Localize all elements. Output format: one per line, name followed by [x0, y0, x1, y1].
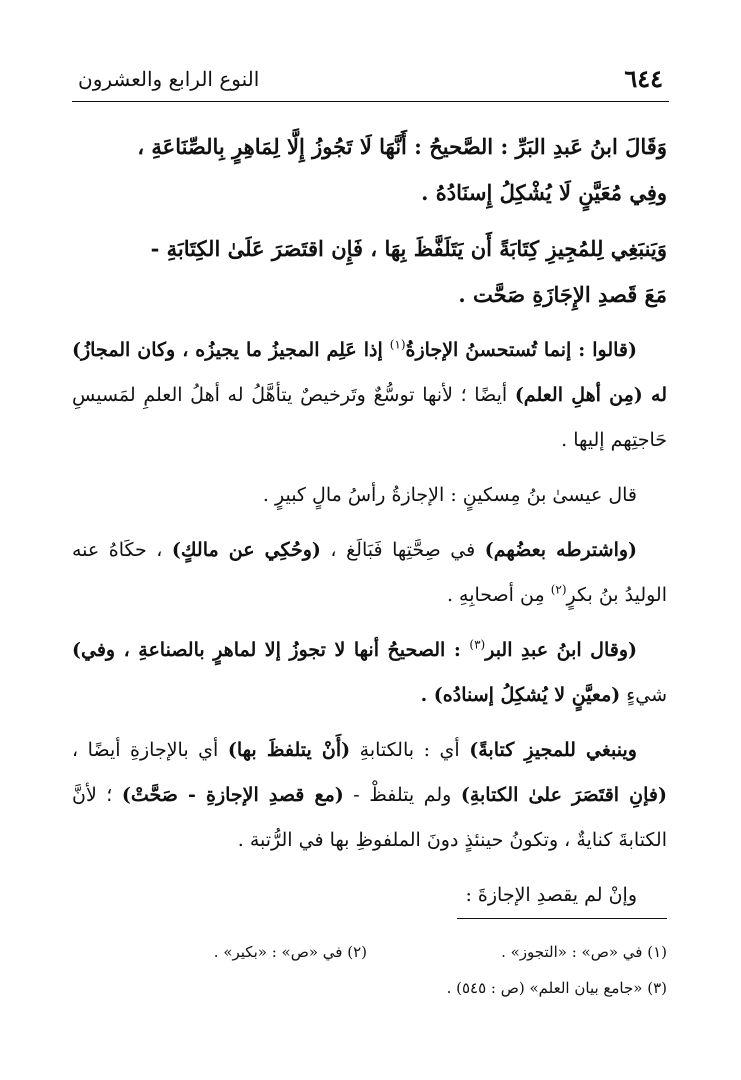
- commentary-text: أي : بالكتابةِ: [350, 739, 470, 761]
- commentary-text: أيضًا ؛ لأنها توسُّعٌ وتَرخيصٌ يتأهَّلُ له أهلُ العلمِ لمَسيسِ حَاجتِهم إليها .: [72, 384, 667, 451]
- page-number: ٦٤٤: [624, 64, 663, 93]
- commentary-text: في صِحَّتِها فَبَالَغ ،: [320, 539, 485, 561]
- footnote-2: (٢) في «ص» : «بكير» .: [213, 943, 367, 961]
- matn-line: وفِي مُعَيَّنٍ لَا يُشْكِلُ إِسنَادُهُ .: [421, 180, 667, 205]
- matn-line: وَيَنبَغِي لِلمُجِيزِ كِتَابَةً أَن يَتَلَفَّظَ بِهَا ، فَإِن اقتَصَرَ عَلَىٰ الكِتَابَةِ -: [150, 236, 667, 261]
- sharh-paragraph: [72, 728, 667, 863]
- quoted-text: (مع قصدِ الإجازةِ - صَحَّتْ): [121, 784, 344, 806]
- footnote-ref: (٢): [550, 582, 567, 597]
- quoted-text: (وقال ابنُ عبدِ البر: [485, 639, 638, 661]
- footnote-ref: (١): [389, 337, 406, 352]
- footnotes: [72, 934, 667, 1006]
- quoted-text: (قالوا : إنما تُستحسنُ الإجازةُ: [405, 339, 637, 361]
- quoted-text: : الصحيحُ أنها لا تجوزُ إلا لماهرٍ بالصناعةِ ، وفي): [72, 639, 470, 661]
- sharh-paragraph: [72, 628, 667, 718]
- commentary-text: مِن أصحابِهِ .: [446, 584, 551, 606]
- quoted-text: وينبغي للمجيزِ كتابةً): [469, 739, 637, 761]
- commentary-text: ؛ لأنَّ الكتابةَ كنايةٌ ، وتكونُ حينئذٍ دونَ الملفوظِ بها في الرُّتبة .: [72, 784, 667, 851]
- header-rule: [72, 101, 669, 102]
- commentary-text: ولم يتلفظْ -: [343, 784, 461, 806]
- matn-line: مَعَ قَصدِ الإِجَازَةِ صَحَّت .: [458, 282, 667, 307]
- quoted-text: (أَنْ يتلفظَ بها): [227, 739, 351, 761]
- matn-line: وَقَالَ ابنُ عَبدِ البَرِّ : الصَّحيحُ : أَنَّهَا لَا تَجُوزُ إِلَّا لِمَاهِرٍ بِالصِّنَاعَةِ ،: [137, 134, 667, 159]
- footnote-rule: [457, 918, 667, 919]
- quoted-text: (فإنِ اقتَصَرَ علىٰ الكتابةِ): [460, 784, 667, 806]
- sharh-paragraph: قال عيسىٰ بنُ مِسكينٍ : الإجازةُ رأسُ مالٍ كبيرٍ .: [262, 484, 637, 506]
- quoted-text: إذا عَلِم المجيزُ ما يجيزُه ، وكان المجازُ) له (مِن أهلِ العلم): [72, 339, 667, 406]
- quoted-text: (معيَّنٍ لا يُشكِلُ إسنادُه) .: [420, 684, 621, 706]
- sharh-paragraph: [72, 328, 667, 463]
- footnote-row: [72, 934, 667, 970]
- sharh-paragraph: [72, 528, 667, 618]
- commentary-text: شيءٍ: [620, 684, 667, 706]
- quoted-text: (واشترطه بعضُهم): [484, 539, 638, 561]
- chapter-title: النوع الرابع والعشرون: [78, 67, 260, 91]
- footnote-3: (٣) «جامع بيان العلم» (ص : ٥٤٥) .: [446, 979, 667, 997]
- commentary-text: ، حكَاهُ عنه الوليدُ بنُ بكرٍ: [72, 539, 667, 606]
- sharh-paragraph: وإنْ لم يقصدِ الإجازةَ :: [465, 884, 637, 906]
- main-text: [72, 124, 667, 918]
- footnote-ref: (٣): [469, 637, 486, 652]
- footnote-row: [72, 970, 667, 1006]
- running-head: [72, 62, 669, 96]
- commentary-text: أي بالإجازةِ أيضًا ،: [72, 739, 228, 761]
- footnote-1: (١) في «ص» : «التجوز» .: [501, 943, 667, 961]
- quoted-text: (وحُكِي عن مالكٍ): [171, 539, 321, 561]
